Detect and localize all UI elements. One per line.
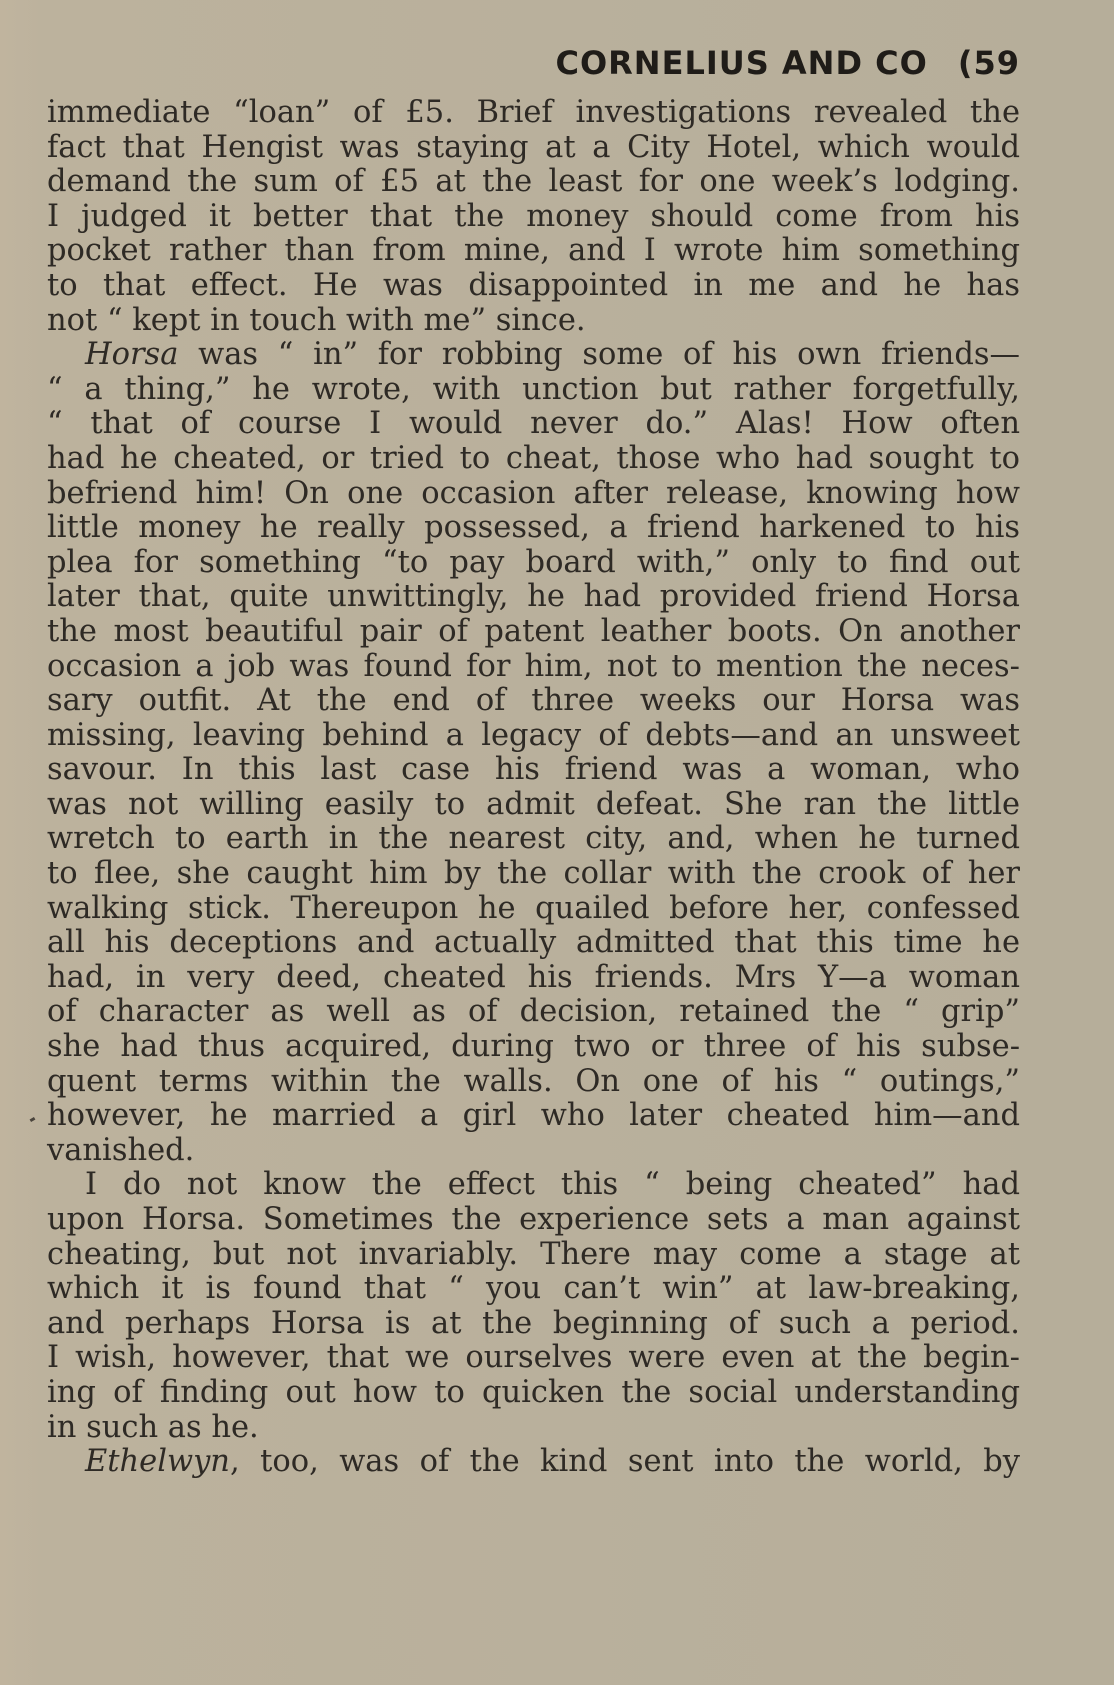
italic-name-horsa: Horsa [85, 337, 179, 373]
text-line: immediate “loan” of £5. Brief investigations revealed the [47, 95, 1020, 130]
text-line: little money he really possessed, a friend harkened to his [47, 510, 1020, 546]
text-line: sary outfit. At the end of three weeks our Horsa was [47, 683, 1020, 719]
text-line: was not willing easily to admit defeat. She ran the little [47, 786, 1020, 822]
paragraph-start-line [47, 1445, 1020, 1480]
text-line: later that, quite unwittingly, he had provided friend Horsa [47, 579, 1020, 615]
text-line: not “ kept in touch with me” since. [47, 302, 586, 338]
body-text [47, 96, 1020, 1480]
running-header [555, 44, 1020, 82]
running-title: CORNELIUS AND CO [555, 44, 928, 82]
text-line: savour. In this last case his friend was a woman, who [47, 752, 1020, 788]
text-line: plea for something “to pay board with,” only to find out [47, 544, 1020, 580]
text-line: in such as he. [47, 1409, 259, 1445]
text-line: pocket rather than from mine, and I wrote him something [47, 233, 1020, 269]
text-line: however, he married a girl who later cheated him—and [47, 1098, 1020, 1134]
text-line: wretch to earth in the nearest city, and, when he turned [47, 821, 1020, 857]
text-line: to flee, she caught him by the collar with the crook of her [47, 856, 1020, 892]
text-line: to that effect. He was disappointed in me and he has [47, 267, 1020, 303]
text-line: demand the sum of £5 at the least for one week’s lodging. [47, 164, 1020, 200]
text-line: which it is found that “ you can’t win” at law-breaking, [47, 1271, 1020, 1307]
text-line: “ a thing,” he wrote, with unction but rather forgetfully, [47, 371, 1020, 407]
text-line: I wish, however, that we ourselves were even at the begin- [47, 1340, 1020, 1376]
text-line: she had thus acquired, during two or three of his subse- [47, 1029, 1020, 1065]
text-line: vanished. [47, 1132, 195, 1168]
text-line: quent terms within the walls. On one of his “ outings,” [47, 1063, 1020, 1099]
text-line: had he cheated, or tried to cheat, those who had sought to [47, 440, 1020, 476]
text-line: and perhaps Horsa is at the beginning of such a period. [47, 1305, 1020, 1341]
text-line: of character as well as of decision, retained the “ grip” [47, 994, 1020, 1030]
text-line: fact that Hengist was staying at a City Hotel, which would [47, 129, 1020, 165]
text-line: cheating, but not invariably. There may come a stage at [47, 1236, 1020, 1272]
text-line: missing, leaving behind a legacy of debts—and an unsweet [47, 717, 1020, 753]
text-line: occasion a job was found for him, not to mention the neces- [47, 648, 1020, 684]
text-line: ing of finding out how to quicken the social understanding [47, 1374, 1020, 1410]
margin-mark [30, 1117, 36, 1122]
text-line: walking stick. Thereupon he quailed before her, confessed [47, 890, 1020, 926]
text-line: the most beautiful pair of patent leather boots. On another [47, 613, 1020, 649]
paragraph-start-line [47, 338, 1020, 373]
page-number: (59 [957, 44, 1020, 82]
text-line: had, in very deed, cheated his friends. Mrs Y—a woman [47, 959, 1020, 995]
text-line: all his deceptions and actually admitted that this time he [47, 925, 1020, 961]
text-line: “ that of course I would never do.” Alas! How often [47, 406, 1020, 442]
text-line: I do not know the effect this “ being cheated” had [85, 1167, 1020, 1203]
text-line-rest: , too, was of the kind sent into the world, by [229, 1444, 1020, 1480]
text-line: befriend him! On one occasion after release, knowing how [47, 475, 1020, 511]
text-line: upon Horsa. Sometimes the experience sets a man against [47, 1202, 1020, 1237]
text-line-rest: was “ in” for robbing some of his own friends— [178, 337, 1020, 373]
italic-name-ethelwyn: Ethelwyn [85, 1444, 230, 1480]
text-line: I judged it better that the money should come from his [47, 198, 1020, 234]
